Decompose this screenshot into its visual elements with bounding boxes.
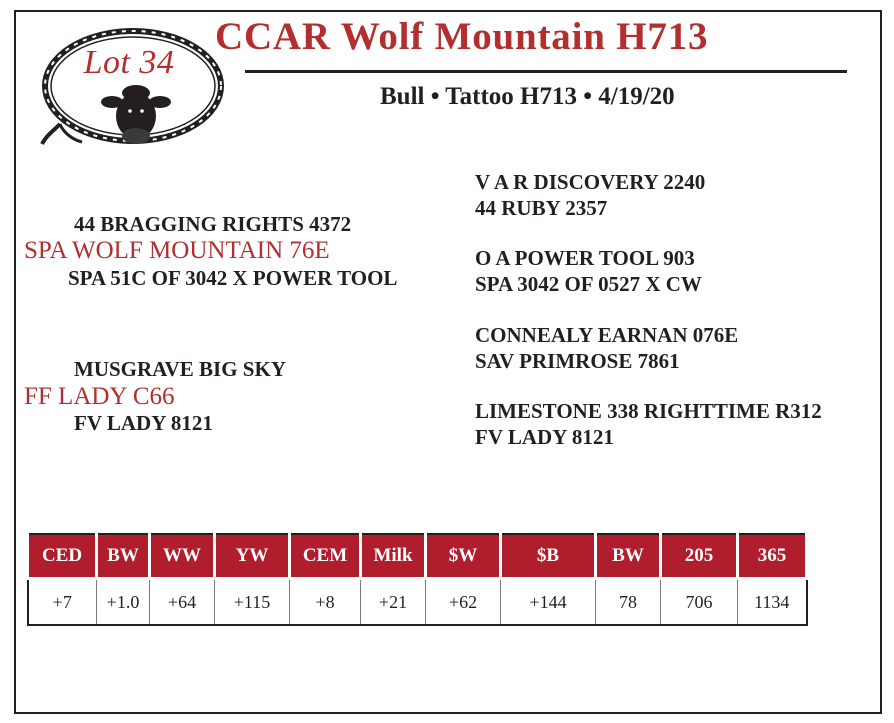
- header-ww: WW: [150, 534, 215, 579]
- value-365: 1134: [738, 579, 807, 626]
- header-365: 365: [738, 534, 807, 579]
- header-cem: CEM: [290, 534, 361, 579]
- angus-head-icon: [101, 85, 171, 144]
- value-ced: +7: [28, 579, 97, 626]
- header-205: 205: [661, 534, 738, 579]
- dam-dam-dam: FV LADY 8121: [475, 425, 614, 449]
- sire-sire: 44 BRAGGING RIGHTS 4372: [74, 212, 352, 236]
- header-ced: CED: [28, 534, 97, 579]
- dam-dam-sire: LIMESTONE 338 RIGHTTIME R312: [475, 399, 822, 423]
- value-205: 706: [661, 579, 738, 626]
- sire-sire-dam: 44 RUBY 2357: [475, 196, 608, 220]
- sire-dam-dam: SPA 3042 OF 0527 X CW: [475, 272, 702, 296]
- epd-header-row: [28, 534, 807, 579]
- value-cem: +8: [290, 579, 361, 626]
- sire-sire-sire: V A R DISCOVERY 2240: [475, 170, 706, 194]
- dam-sire-dam: SAV PRIMROSE 7861: [475, 349, 680, 373]
- epd-values-row: [28, 579, 807, 626]
- header-yw: YW: [215, 534, 290, 579]
- animal-name-title: CCAR Wolf Mountain H713: [215, 15, 709, 58]
- header-w-index: $W: [426, 534, 501, 579]
- sire-name: SPA WOLF MOUNTAIN 76E: [24, 237, 330, 264]
- header-bw: BW: [97, 534, 150, 579]
- epd-table: [26, 533, 808, 626]
- value-b-index: +144: [501, 579, 596, 626]
- value-milk: +21: [361, 579, 426, 626]
- dam-sire-sire: CONNEALY EARNAN 076E: [475, 323, 739, 347]
- value-actual-bw: 78: [596, 579, 661, 626]
- value-w-index: +62: [426, 579, 501, 626]
- lot-number: Lot 34: [83, 44, 175, 81]
- dam-name: FF LADY C66: [24, 383, 175, 410]
- value-bw: +1.0: [97, 579, 150, 626]
- value-ww: +64: [150, 579, 215, 626]
- dam-sire: MUSGRAVE BIG SKY: [74, 357, 286, 381]
- value-yw: +115: [215, 579, 290, 626]
- header-b-index: $B: [501, 534, 596, 579]
- dam-dam: FV LADY 8121: [74, 411, 213, 435]
- sire-dam: SPA 51C OF 3042 X POWER TOOL: [68, 266, 398, 290]
- header-actual-bw: BW: [596, 534, 661, 579]
- title-rule: [245, 70, 847, 73]
- animal-info-subtitle: Bull • Tattoo H713 • 4/19/20: [380, 83, 675, 110]
- sire-dam-sire: O A POWER TOOL 903: [475, 246, 695, 270]
- header-milk: Milk: [361, 534, 426, 579]
